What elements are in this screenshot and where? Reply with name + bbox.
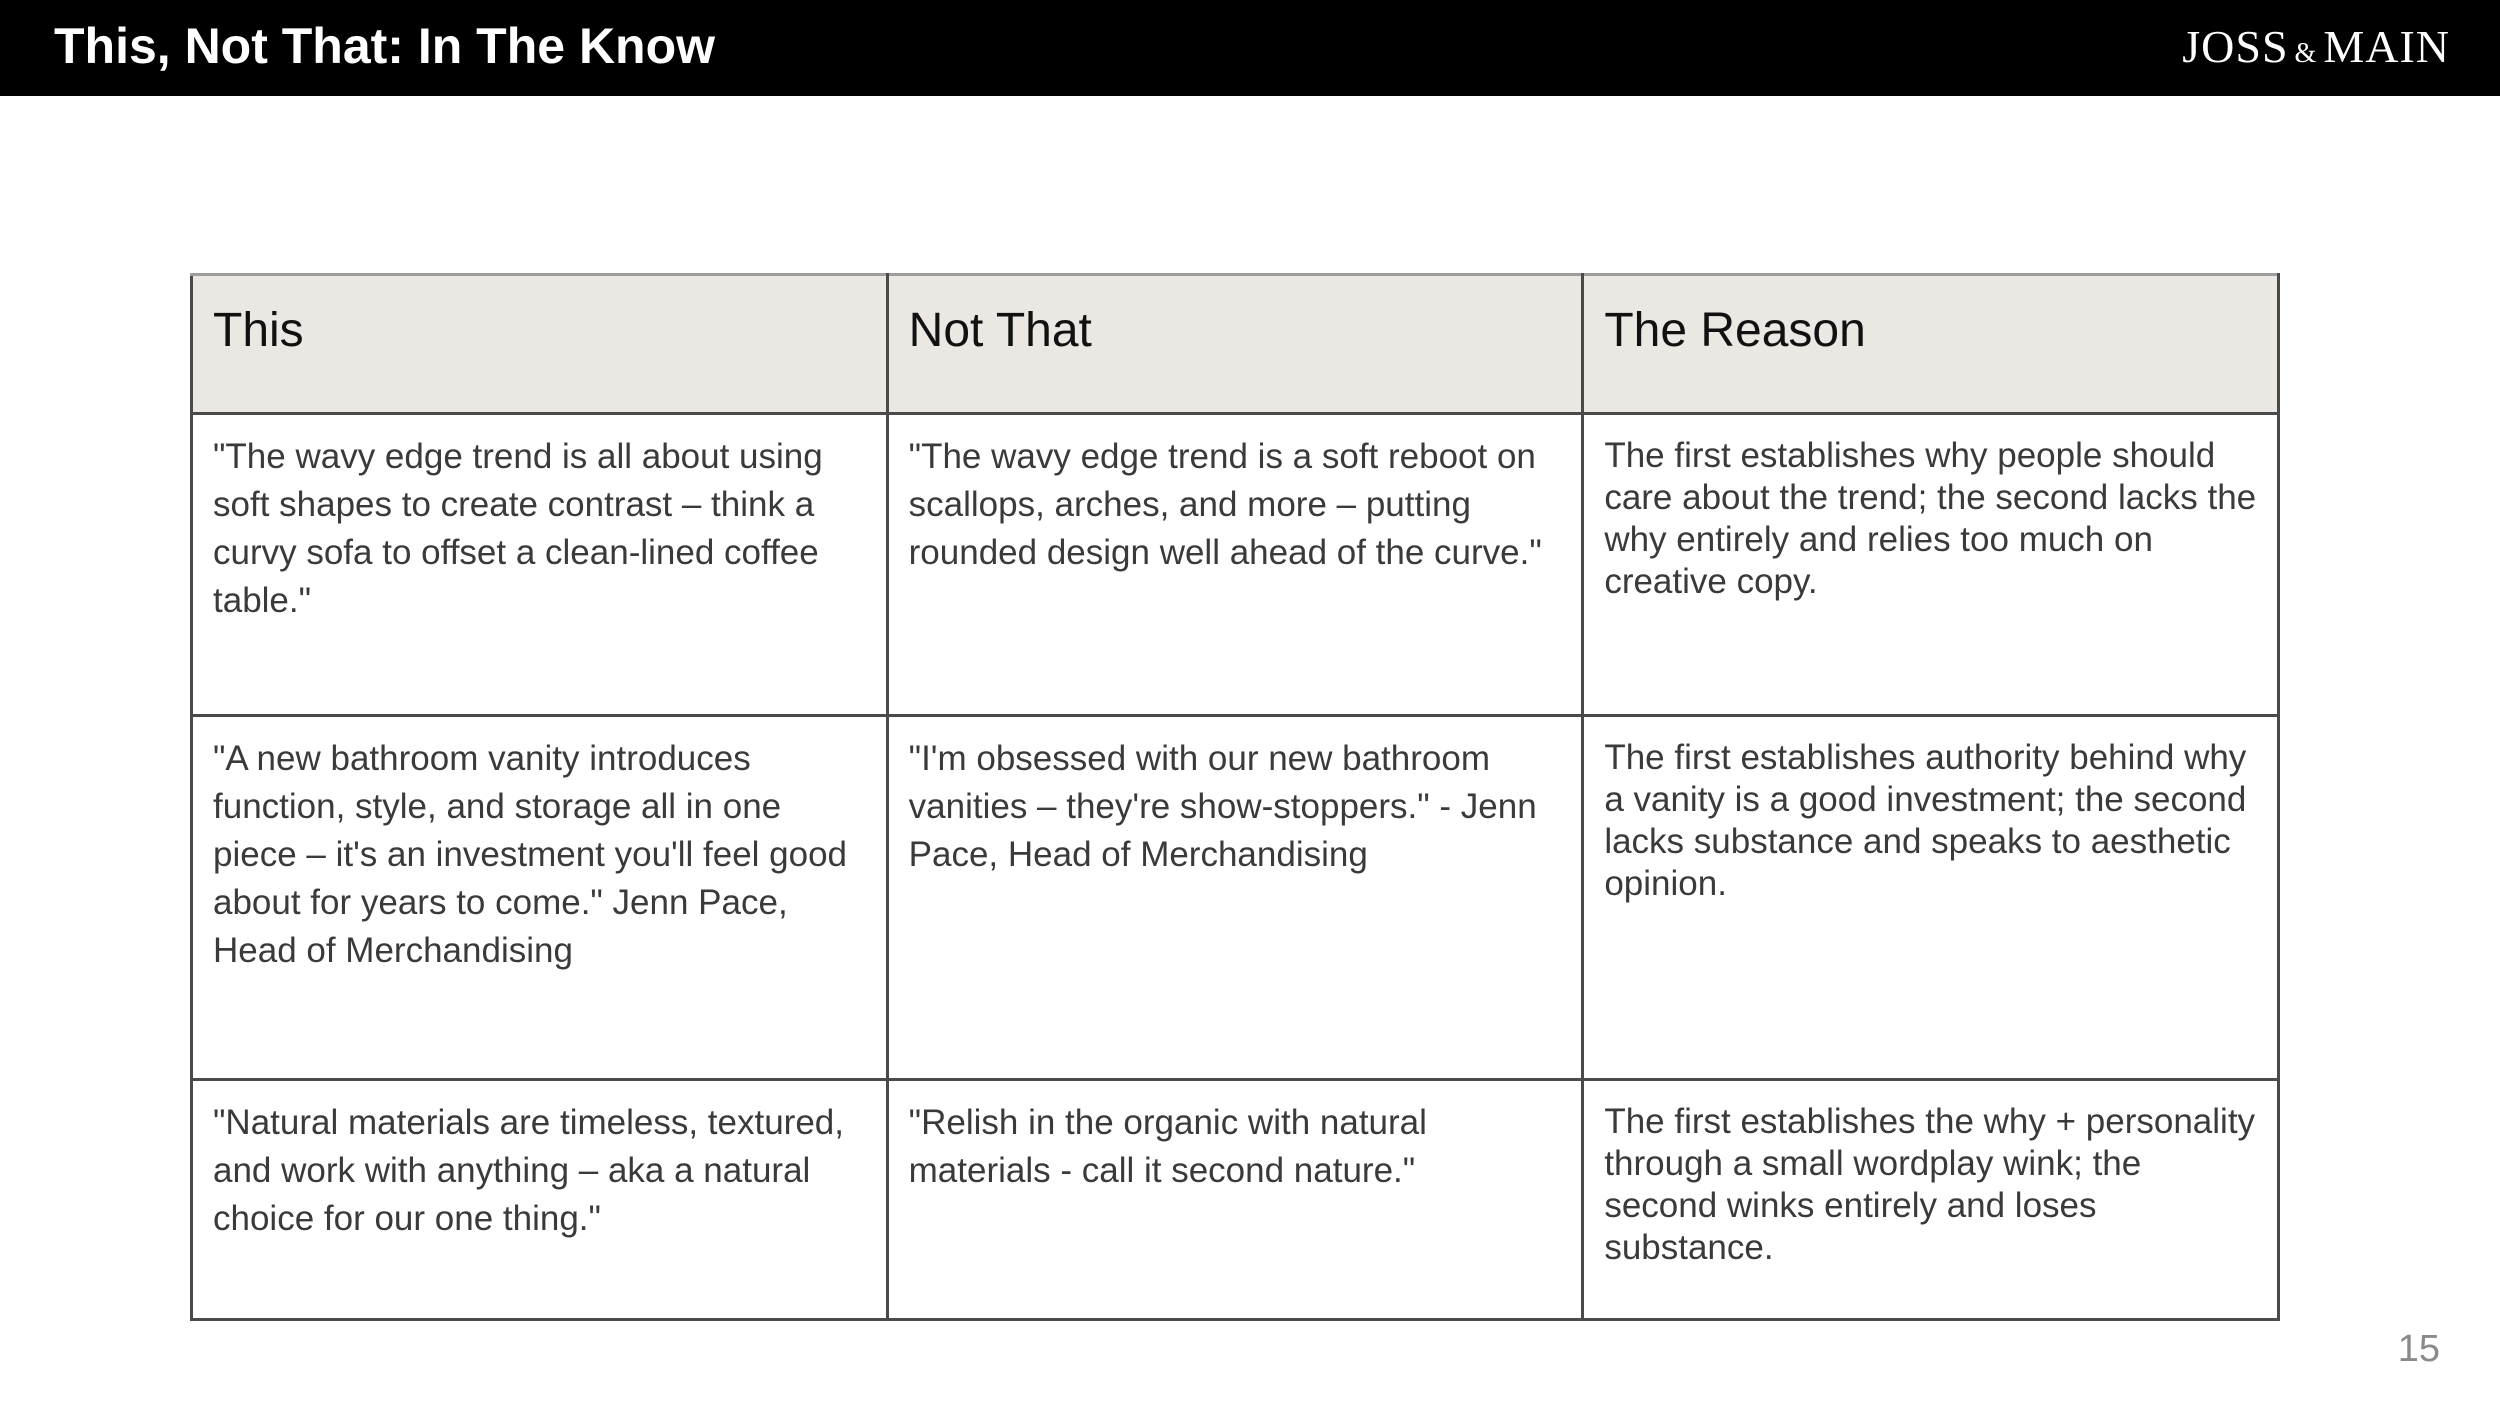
logo-ampersand: & — [2294, 38, 2318, 69]
cell-not-that: "Relish in the organic with natural materials - call it second nature." — [887, 1080, 1583, 1320]
column-header-reason: The Reason — [1583, 275, 2279, 414]
table-row — [192, 716, 2279, 1080]
cell-reason: The first establishes the why + personality through a small wordplay wink; the second winks entirely and loses substance. — [1583, 1080, 2279, 1320]
logo-text-left: JOSS — [2182, 21, 2289, 72]
title-bar — [0, 0, 2500, 96]
cell-this: "A new bathroom vanity introduces function, style, and storage all in one piece – it's an investment you'll feel good about for years to come." Jenn Pace, Head of Merchandising — [192, 716, 888, 1080]
cell-not-that: "I'm obsessed with our new bathroom vanities – they're show-stoppers." - Jenn Pace, Head of Merchandising — [887, 716, 1583, 1080]
cell-reason: The first establishes why people should care about the trend; the second lacks the why entirely and relies too much on creative copy. — [1583, 414, 2279, 716]
brand-logo — [2182, 0, 2450, 96]
table-row — [192, 414, 2279, 716]
table-header-row — [192, 275, 2279, 414]
cell-not-that: "The wavy edge trend is a soft reboot on scallops, arches, and more – putting rounded design well ahead of the curve." — [887, 414, 1583, 716]
logo-text-right: MAIN — [2323, 21, 2450, 72]
page-number: 15 — [2397, 1328, 2440, 1370]
cell-this: "Natural materials are timeless, textured, and work with anything – aka a natural choice for our one thing." — [192, 1080, 888, 1320]
cell-this: "The wavy edge trend is all about using soft shapes to create contrast – think a curvy sofa to offset a clean-lined coffee table." — [192, 414, 888, 716]
column-header-this: This — [192, 275, 888, 414]
slide-title: This, Not That: In The Know — [54, 18, 716, 74]
cell-reason: The first establishes authority behind why a vanity is a good investment; the second lacks substance and speaks to aesthetic opinion. — [1583, 716, 2279, 1080]
comparison-table — [190, 273, 2280, 1321]
column-header-not-that: Not That — [887, 275, 1583, 414]
table-row — [192, 1080, 2279, 1320]
